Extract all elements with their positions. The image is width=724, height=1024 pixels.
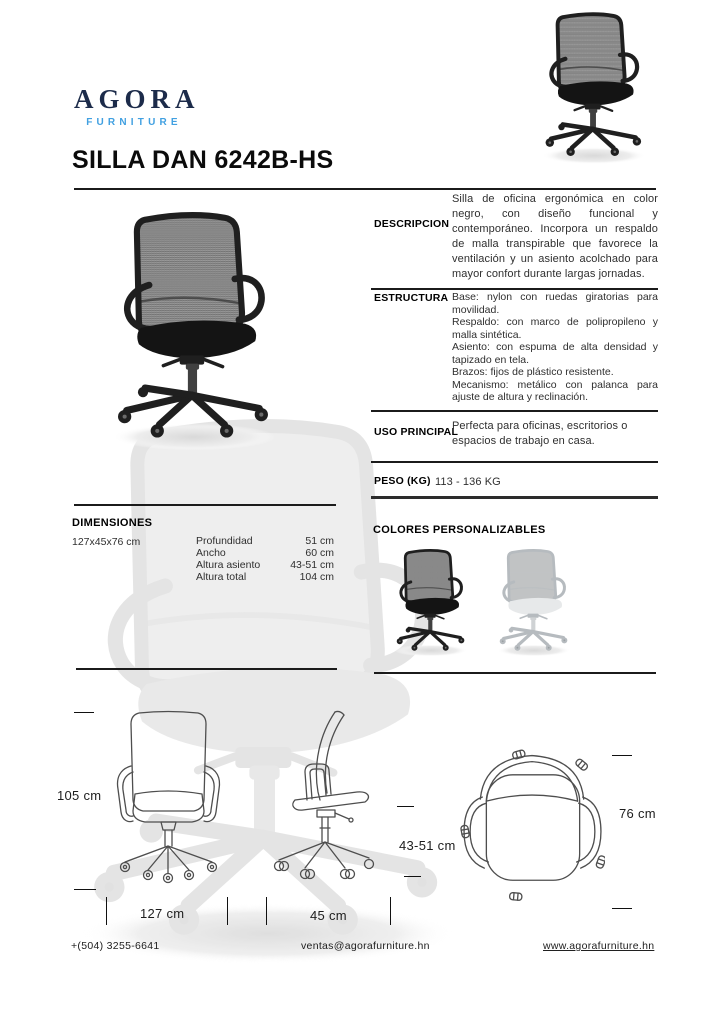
dimension-tick xyxy=(74,889,96,890)
estructura-line: Asiento: con espuma de alta densidad y tapizado en tela. xyxy=(452,341,658,366)
dim-label: Ancho xyxy=(196,547,226,559)
footer-email[interactable]: ventas@agorafurniture.hn xyxy=(301,940,430,952)
spec-divider-thick xyxy=(371,496,658,499)
descripcion-label: DESCRIPCION xyxy=(374,218,450,230)
brand-name: AGORA xyxy=(74,84,200,114)
estructura-line: Base: nylon con ruedas giratorias para movilidad. xyxy=(452,291,658,316)
measurement-front-width: 127 cm xyxy=(140,906,185,921)
measurement-seat-height: 43-51 cm xyxy=(399,838,456,853)
measurement-front-height: 105 cm xyxy=(57,788,102,803)
peso-label: PESO (KG) xyxy=(374,475,431,487)
dimension-tick xyxy=(390,897,391,925)
dimension-tick xyxy=(106,897,107,925)
footer-phone: +(504) 3255-6641 xyxy=(71,940,160,952)
product-title: SILLA DAN 6242B-HS xyxy=(72,146,334,174)
spec-divider xyxy=(371,461,658,463)
measurement-top-depth: 76 cm xyxy=(619,806,656,821)
color-variant-black xyxy=(385,548,477,660)
color-variant-white xyxy=(488,548,580,660)
uso-text: Perfecta para oficinas, escritorios o espacios de trabajo en casa. xyxy=(452,420,628,447)
front-view-drawing xyxy=(115,710,222,888)
dim-label: Altura asiento xyxy=(196,559,261,571)
footer-website[interactable]: www.agorafurniture.hn xyxy=(543,940,655,952)
left-section-rule xyxy=(76,668,337,670)
uso-label: USO PRINCIPAL xyxy=(374,426,459,438)
measurement-side-depth: 45 cm xyxy=(310,908,347,923)
dimensions-rule xyxy=(74,504,336,506)
dimension-tick xyxy=(404,876,421,877)
dimension-tick xyxy=(397,806,414,807)
dimension-tick xyxy=(74,712,94,713)
dim-value: 104 cm xyxy=(299,571,334,583)
watermark-chair xyxy=(18,418,518,978)
dimensions-heading: DIMENSIONES xyxy=(72,517,153,529)
overall-dimensions: 127x45x76 cm xyxy=(72,536,141,548)
estructura-text xyxy=(452,291,658,404)
side-view-drawing xyxy=(265,710,380,890)
estructura-line: Brazos: fijos de plástico resistente. xyxy=(452,366,614,378)
brand-tagline: FURNITURE xyxy=(86,117,182,128)
descripcion-text: Silla de oficina ergonómica en color negro, con diseño funcional y contemporáneo. Incorpora un respaldo de malla transpirable que favorece la ventilación y un asiento acolchado para mayor confort durante largas jornadas. xyxy=(452,193,658,280)
colors-heading: COLORES PERSONALIZABLES xyxy=(373,524,546,536)
estructura-line: Respaldo: con marco de polipropileno y malla sintética. xyxy=(452,316,658,341)
spec-divider xyxy=(371,410,658,412)
dim-label: Altura total xyxy=(196,571,247,583)
top-view-drawing xyxy=(460,748,605,903)
dimension-tick xyxy=(612,908,632,909)
dim-value: 43-51 cm xyxy=(290,559,334,571)
estructura-label: ESTRUCTURA xyxy=(374,292,449,304)
title-rule xyxy=(74,188,656,190)
dimension-tick xyxy=(612,755,632,756)
estructura-line: Mecanismo: metálico con palanca para ajuste de altura y reclinación. xyxy=(452,378,658,403)
dim-value: 51 cm xyxy=(305,535,334,547)
peso-value: 113 - 136 KG xyxy=(435,476,501,488)
dimension-tick xyxy=(266,897,267,925)
dimension-tick xyxy=(227,897,228,925)
right-section-rule xyxy=(374,672,656,674)
spec-divider xyxy=(371,288,658,290)
dim-label: Profundidad xyxy=(196,535,253,547)
dim-value: 60 cm xyxy=(305,547,334,559)
brand-logo xyxy=(74,84,200,128)
hero-chair-photo xyxy=(528,12,660,168)
product-photo xyxy=(92,210,296,458)
